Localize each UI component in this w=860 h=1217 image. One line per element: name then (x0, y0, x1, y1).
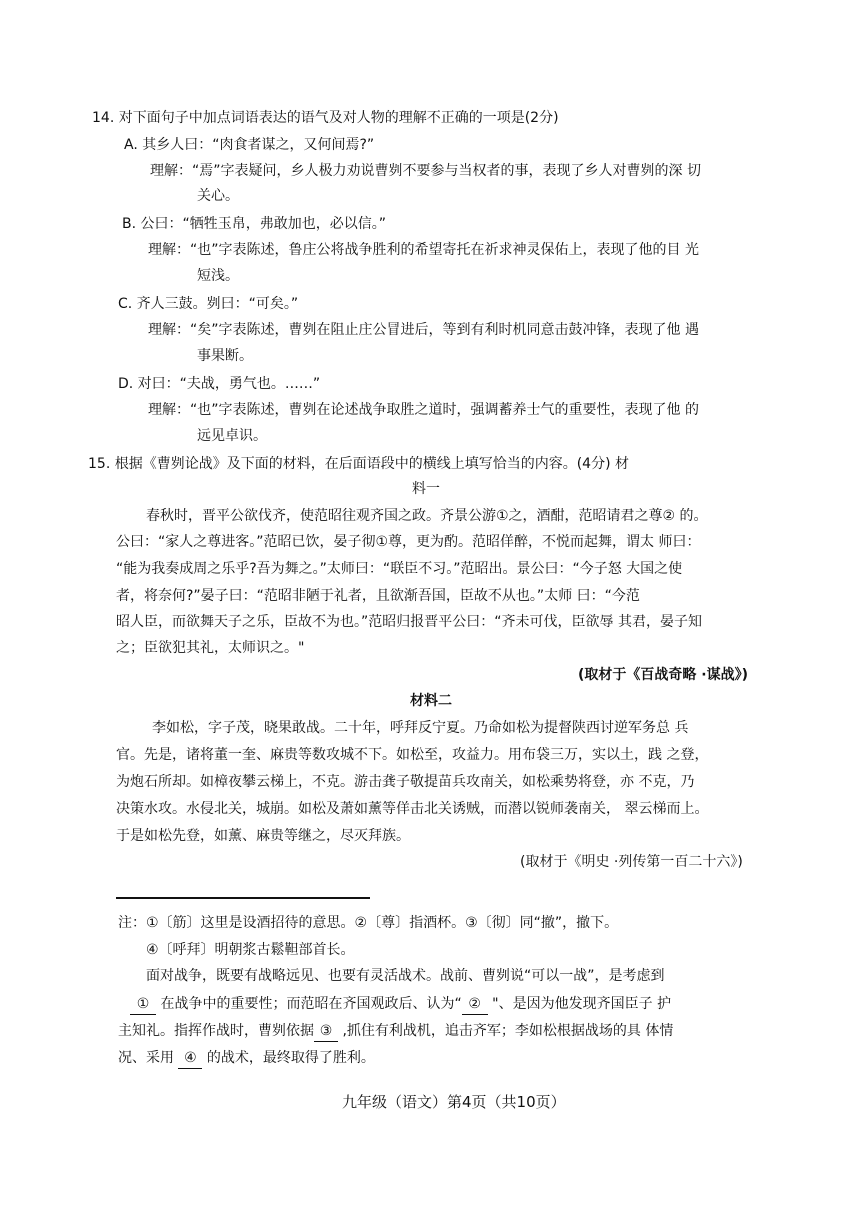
fill-blank-4[interactable]: ④ (178, 1048, 202, 1069)
material-one-line: “能为我奏成周之乐乎?吾为舞之。”太师曰：“联臣不习。”范昭出。景公曰：“今子怒 大国之使 (116, 561, 683, 577)
footnote-line: 注：①〔筋〕这里是设酒招待的意思。②〔尊〕指酒杯。③〔彻〕同“撤”，撤下。 (118, 915, 619, 931)
fill-paragraph-line (118, 1048, 375, 1069)
fill-paragraph-line (118, 1021, 673, 1042)
q14-option-d: D. 对曰：“夫战，勇气也。……” (118, 376, 321, 392)
material-two-title: 材料二 (410, 693, 452, 709)
fill-paragraph-text: ,抓住有利战机，追击齐军；李如松根据战场的具 体情 (338, 1023, 674, 1039)
q14-option-a-explanation-cont: 关心。 (197, 188, 239, 204)
q14-option-b-explanation: 理解：“也”字表陈述，鲁庄公将战争胜利的希望寄托在祈求神灵保佑上，表现了他的目 光 (148, 242, 699, 258)
q14-stem: 14. 对下面句子中加点词语表达的语气及对人物的理解不正确的一项是(2分) (92, 110, 559, 126)
footnote-divider (116, 897, 370, 899)
fill-blank-1[interactable]: ① (130, 994, 156, 1015)
material-one-line: 昭人臣，而欲舞天子之乐，臣故不为也。”范昭归报晋平公曰：“齐未可伐，臣欲辱 其君，晏子知 (116, 614, 702, 630)
q15-stem: 15. 根据《曹刿论战》及下面的材料，在后面语段中的横线上填写恰当的内容。(4分) 材 (88, 456, 629, 472)
q14-option-c-explanation: 理解：“矣”字表陈述，曹刿在阻止庄公冒进后，等到有利时机同意击鼓冲锋，表现了他 遇 (148, 322, 699, 338)
fill-paragraph-text: 在战争中的重要性；而范昭在齐国观政后、认为“ (156, 996, 462, 1012)
q14-option-d-explanation-cont: 远见卓识。 (197, 428, 267, 444)
q14-option-c-explanation-cont: 事果断。 (197, 348, 253, 364)
fill-paragraph-line: 面对战争，既要有战略远见、也要有灵活战术。战前、曹刿说“可以一战”，是考虑到 (146, 968, 665, 984)
fill-paragraph-text: 的战术，最终取得了胜利。 (202, 1050, 375, 1066)
fill-paragraph-text: 况、采用 (118, 1050, 179, 1066)
fill-blank-2[interactable]: ② (462, 994, 488, 1015)
material-one-line: 公曰：“家人之尊进客。”范昭已饮，晏子彻①尊，更为酌。范昭佯醉，不悦而起舞，谓太 师曰： (116, 534, 701, 550)
fill-paragraph-text: 主知礼。指挥作战时，曹刿依据 (118, 1023, 314, 1039)
material-two-line: 决策水攻。水侵北关，城崩。如松及萧如薰等佯击北关诱贼，而潜以锐师袭南关， 翠云梯而上。 (116, 801, 709, 817)
material-one-title: 料一 (412, 481, 440, 497)
q14-option-c: C. 齐人三鼓。刿曰：“可矣。” (118, 296, 299, 312)
fill-paragraph-text: "、是因为他发现齐国臣子 护 (487, 996, 672, 1012)
page-footer: 九年级（语文）第4页（共10页） (342, 1093, 566, 1111)
q14-option-a: A. 其乡人曰：“肉食者谋之，又何间焉?” (124, 137, 375, 153)
q14-option-b-explanation-cont: 短浅。 (197, 268, 239, 284)
material-one-line: 之；臣欲犯其礼，太师识之。" (116, 640, 305, 656)
material-two-line: 李如松，字子茂，晓果敢战。二十年，呼拜反宁夏。乃命如松为提督陕西讨逆军务总 兵 (152, 720, 689, 736)
material-two-line: 于是如松先登，如薰、麻贵等继之，尽灭拜族。 (116, 828, 410, 844)
material-one-line: 者，将奈何?”晏子曰：“范昭非陋于礼者，且欲渐吾国，臣故不从也。”太师 曰：“今范 (116, 588, 640, 604)
footnote-line: ④〔呼拜〕明朝浆古鬆靼部首长。 (146, 942, 355, 958)
fill-blank-3[interactable]: ③ (314, 1021, 338, 1042)
material-one-source: (取材于《百战奇略 ·谋战》) (578, 667, 748, 683)
fill-paragraph-line (130, 994, 671, 1015)
material-two-line: 官。先是，诸将董一奎、麻贵等数攻城不下。如松至，攻益力。用布袋三万，实以土，践 之登， (116, 747, 709, 763)
q14-option-d-explanation: 理解：“也”字表陈述，曹刿在论述战争取胜之道时，强调蓄养士气的重要性，表现了他 的 (148, 402, 699, 418)
material-two-source: (取材于《明史 ·列传第一百二十六》) (520, 854, 743, 870)
q14-option-a-explanation: 理解：“焉”字表疑问，乡人极力劝说曹刿不要参与当权者的事，表现了乡人对曹刿的深 切 (150, 163, 701, 179)
q14-option-b: B. 公曰：“牺牲玉帛，弗敢加也，必以信。” (122, 216, 387, 232)
material-two-line: 为炮石所却。如樟夜攀云梯上，不克。游击龚子敬提苗兵攻南关，如松乘势将登，亦 不克，乃 (116, 774, 695, 790)
material-one-line: 春秋时，晋平公欲伐齐，使范昭往观齐国之政。齐景公游①之，酒酣，范昭请君之尊② 的。 (146, 508, 708, 524)
